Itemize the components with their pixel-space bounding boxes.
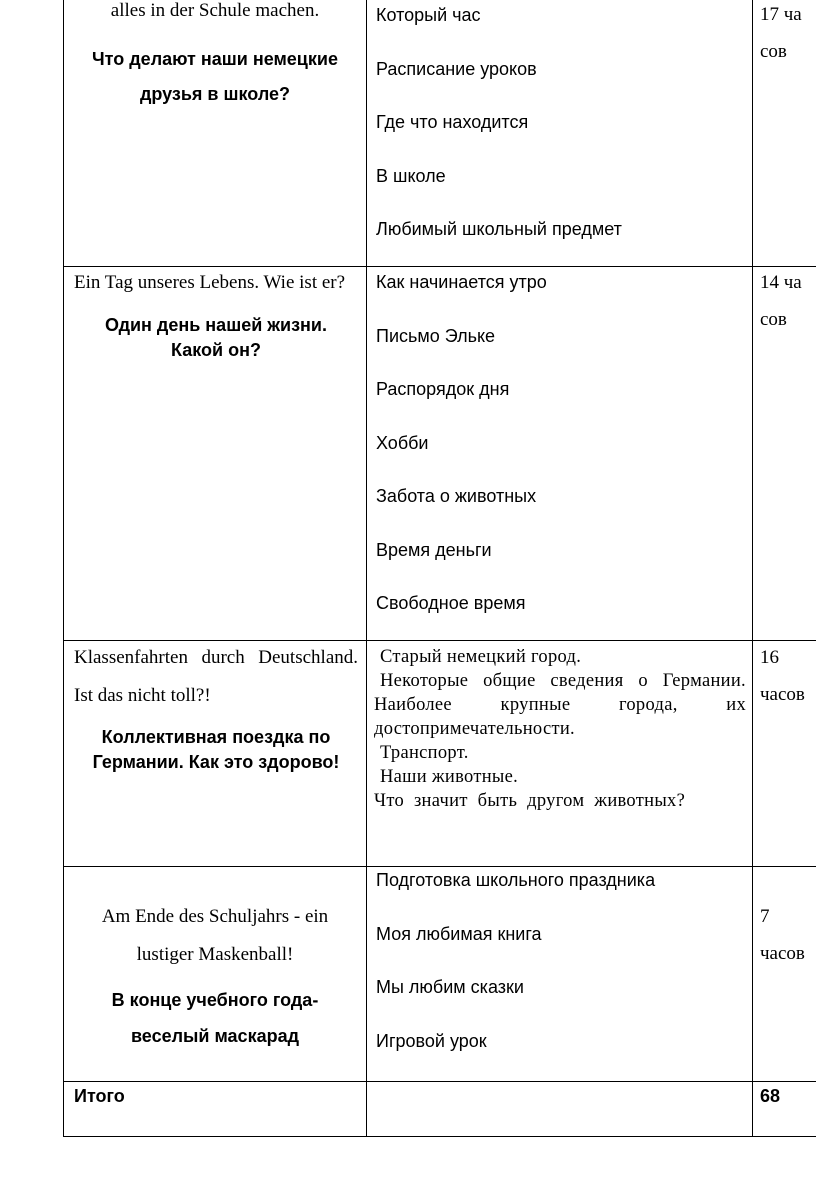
row-3-topics: [374, 645, 746, 813]
topic-item: Любимый школьный предмет: [376, 219, 622, 239]
row-1-topics: [376, 1, 746, 269]
row-4-hours: 7 часов: [760, 906, 805, 964]
topic-item: Где что находится: [376, 112, 529, 132]
row-2-german-title: Ein Tag unseres Lebens. Wie ist er?: [74, 272, 346, 293]
row-1-russian-title: Что делают наши немецкие друзья в школе?: [92, 49, 338, 104]
topic-item: Старый немецкий город.: [380, 647, 582, 667]
row-4-topics: [376, 866, 746, 1080]
topic-item: Письмо Эльке: [376, 325, 496, 346]
topic-item: Распорядок дня: [376, 379, 510, 399]
topic-item: Подготовка школьного праздника: [376, 870, 656, 890]
topic-item: Хобби: [376, 432, 429, 453]
topic-item: Как начинается утро: [376, 272, 547, 292]
total-value: 68: [760, 1086, 781, 1106]
curriculum-table: [63, 0, 816, 1137]
row-3-hours: 16 часов: [760, 647, 805, 705]
row-3-theme-cell: [74, 639, 358, 775]
row-2-topics: [376, 268, 746, 643]
row-4-theme-cell: [74, 898, 356, 1054]
row-1-german-title: alles in der Schule machen.: [110, 0, 320, 21]
topic-item: Транспорт.: [380, 743, 469, 763]
row-1-theme-cell: [74, 0, 356, 112]
column-divider: [366, 0, 367, 1136]
topic-item: Что значит быть другом животных?: [374, 791, 686, 811]
topic-item: Моя любимая книга: [376, 923, 542, 944]
column-divider: [752, 0, 753, 1136]
row-4-russian-title: В конце учебного года- веселый маскарад: [111, 990, 319, 1046]
topic-item: Свободное время: [376, 593, 526, 613]
row-2-theme-cell: [74, 264, 358, 363]
topic-item: Расписание уроков: [376, 58, 537, 79]
row-divider: [64, 1081, 816, 1082]
topic-item: Мы любим сказки: [376, 977, 524, 997]
topic-item: Который час: [376, 5, 481, 25]
row-1-hours: 17 часов: [760, 4, 802, 62]
row-3-german-title: Klassenfahrten durch Deutschland. Ist das nicht toll?!: [74, 647, 358, 706]
total-label: Итого: [74, 1086, 125, 1106]
topic-item: Наши животные.: [380, 767, 519, 787]
row-4-german-title: Am Ende des Schuljahrs - ein lustiger Maskenball!: [101, 906, 329, 965]
topic-item: Игровой урок: [376, 1030, 487, 1051]
topic-item: Время деньги: [376, 539, 492, 560]
row-2-russian-title: Один день нашей жизни. Какой он?: [105, 315, 327, 360]
row-2-hours: 14 часов: [760, 272, 802, 330]
topic-item: В школе: [376, 165, 446, 186]
topic-item: Забота о животных: [376, 486, 537, 506]
row-3-russian-title: Коллективная поездка по Германии. Как это здорово!: [92, 727, 340, 772]
topic-item: Некоторые общие сведения о Германии. Наиболее крупные города, их достопримечательности.: [374, 671, 746, 739]
